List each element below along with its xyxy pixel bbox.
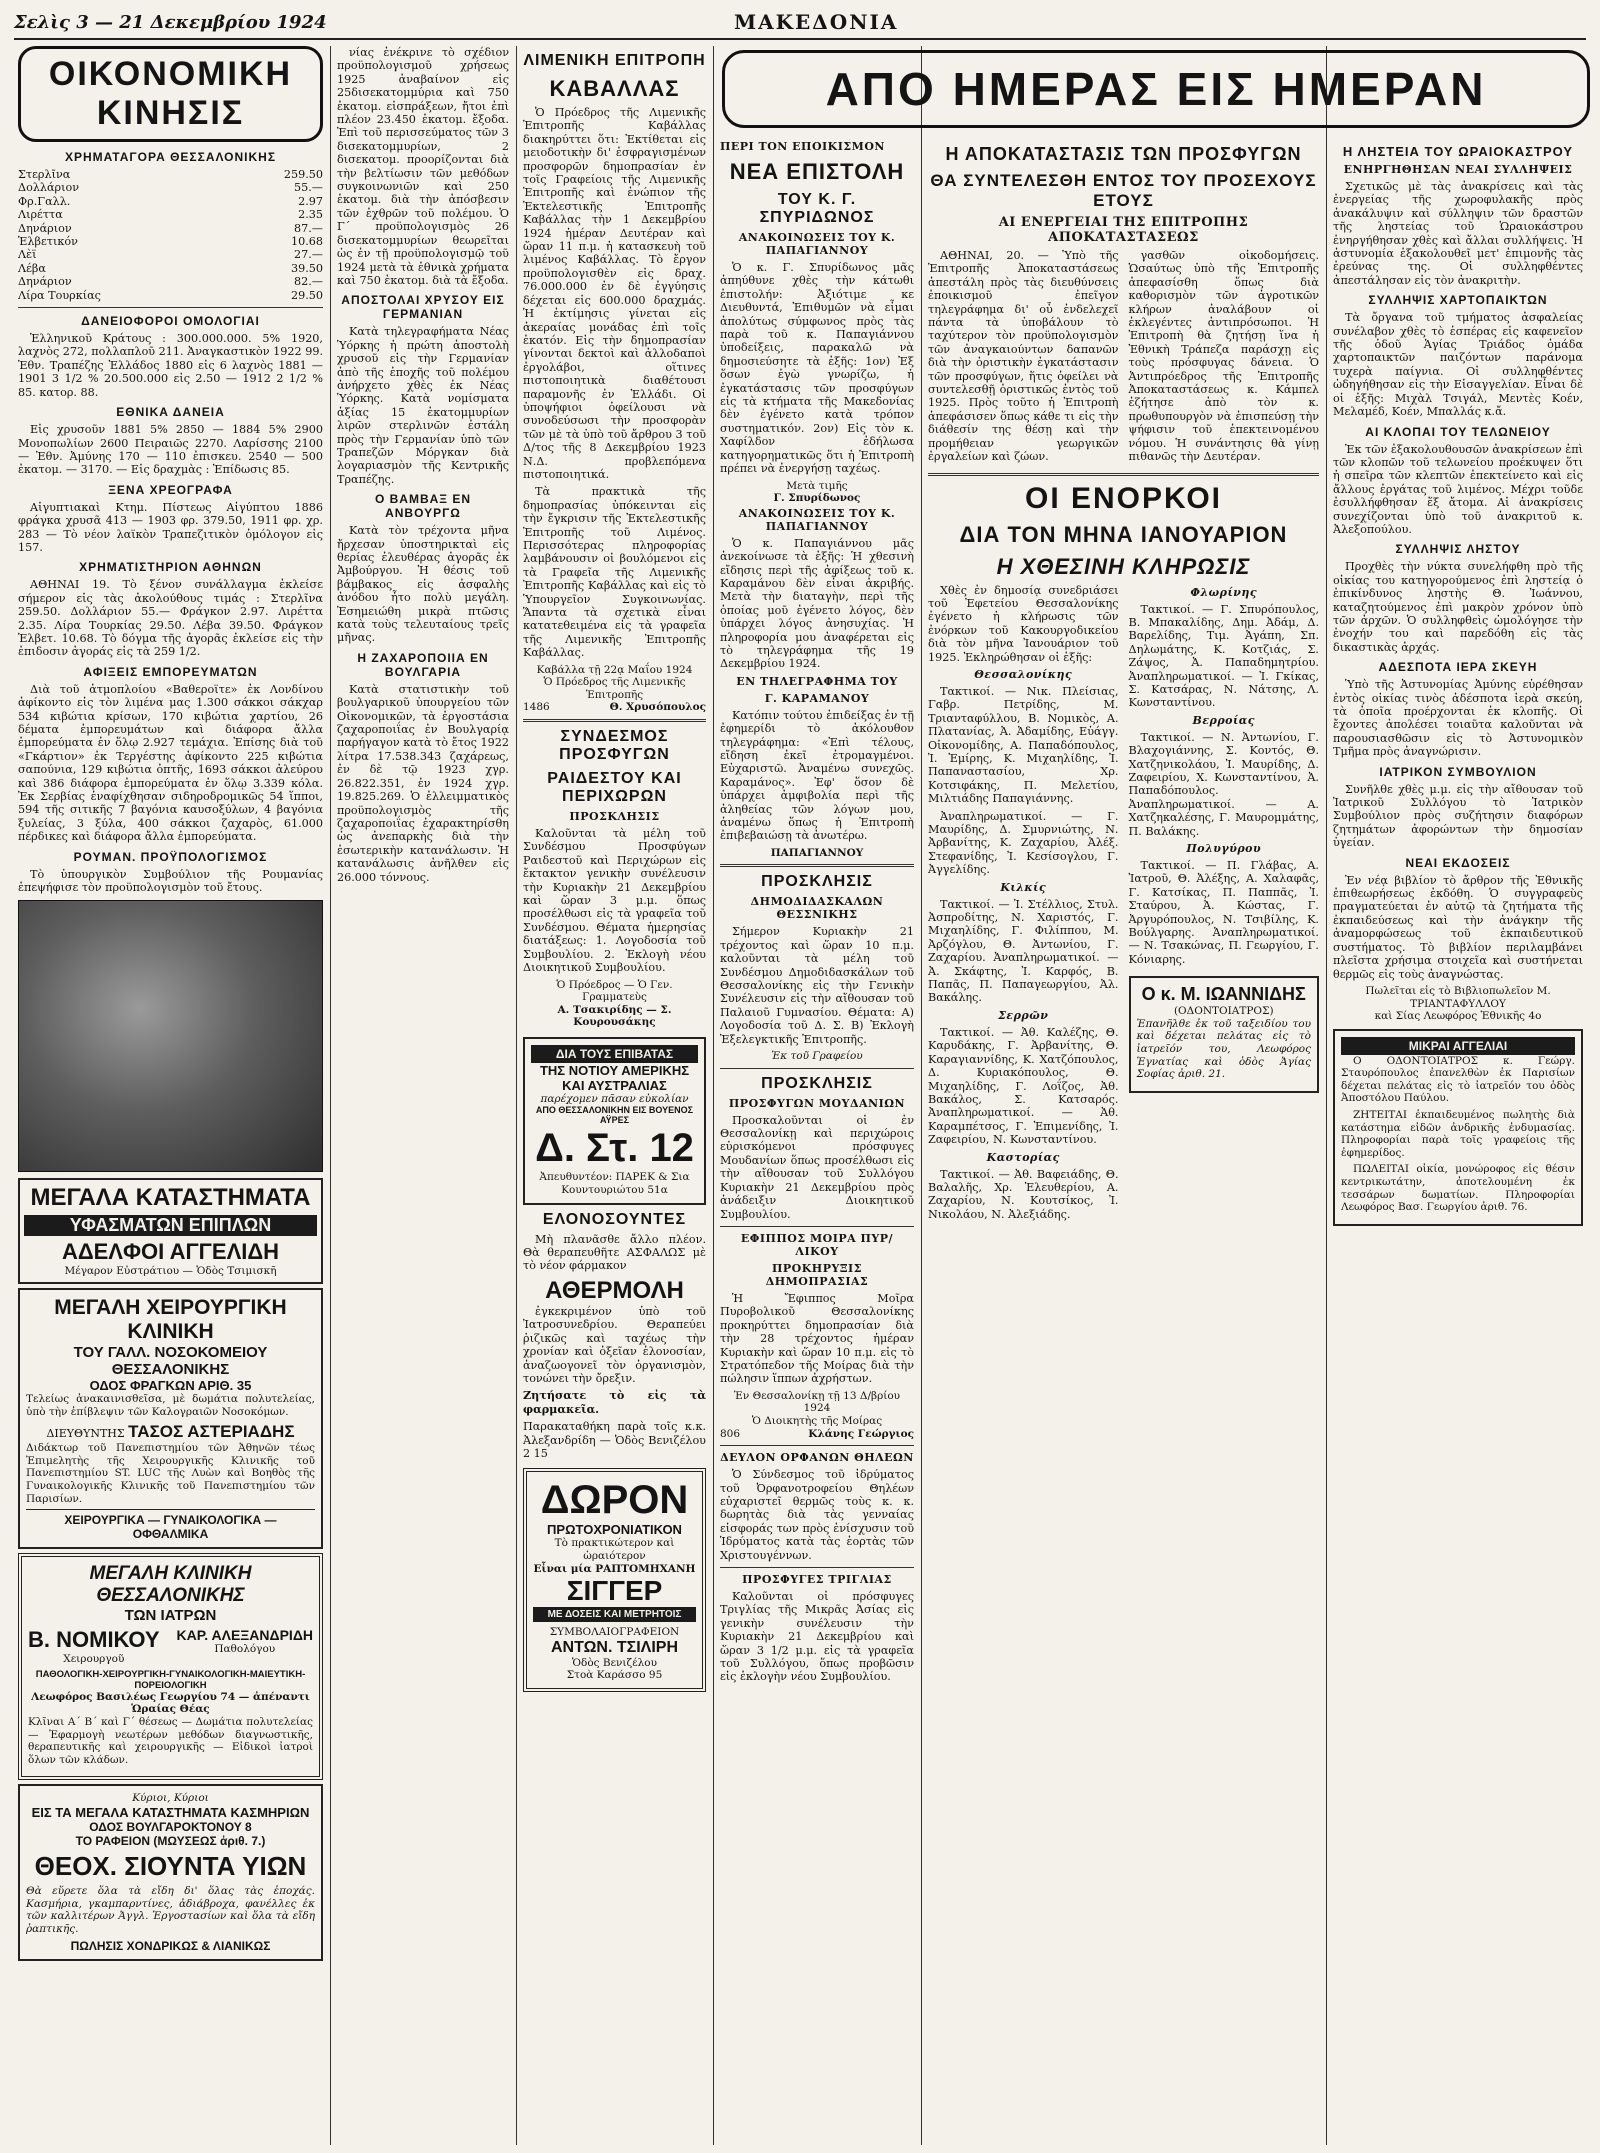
inv1-sub: ΔΗΜΟΔΙΔΑΣΚΑΛΩΝ ΘΕΣΣΝΙΚΗΣ [750, 895, 884, 922]
loans-heading: ΕΘΝΙΚΑ ΔΑΝΕΙΑ [116, 405, 225, 420]
clinic2-doctor1-role: Χειρουργοῦ [63, 1653, 125, 1666]
column-rule [713, 46, 714, 2145]
currency-name: Δηνάριον [18, 221, 72, 235]
inv1-text: Σήμερον Κυριακὴν 21 τρέχοντος καὶ ὥραν 10 π.μ. καλοῦνται τὰ μέλη τοῦ Συνδέσμου Δημοδιδασκάλων τοῦ Θεσσαλονίκης εἰς τὴν Γενικὴν Συνέλευσιν εἰς τὴν αἴθουσαν τοῦ Παλαιοῦ Γυμνασίου. Θέματα: Α) Λογοδοσία τοῦ Δ. Σ. Β) Ἐκλογὴ Ἐξελεγκτικῆς Ἐπιτροπῆς. [720, 925, 914, 1046]
clinic-footer: ΧΕΙΡΟΥΡΓΙΚΑ — ΓΥΝΑΙΚΟΛΟΓΙΚΑ — ΟΦΘΑΛΜΙΚΑ [26, 1509, 315, 1541]
gift-address2: Στοὰ Καράσσο 95 [566, 1669, 663, 1682]
union-heading: ΣΥΝΔΕΣΜΟΣ ΠΡΟΣΦΥΓΩΝ [559, 728, 670, 764]
ad-big-clinic [18, 1553, 323, 1780]
column-rule [1326, 46, 1327, 2145]
foreign-heading: ΞΕΝΑ ΧΡΕΟΓΡΑΦΑ [108, 482, 233, 497]
currency-name: Δηνάριον [18, 275, 72, 289]
currency-rate: 82.— [294, 275, 323, 289]
letter-sub: ΑΝΑΚΟΙΝΩΣΕΙΣ ΤΟΥ Κ. ΠΑΠΑΓΙΑΝΝΟΥ [738, 231, 896, 257]
union-sub: ΠΡΟΣΚΛΗΣΙΣ [569, 810, 660, 824]
bonds-text: Ἑλληνικοῦ Κράτους : 300.000.000. 5% 1920, λαχνὸς 272, πολλαπλοῦ 211. Ἀναγκαστικὸν 1922 99. Ἐθν. Τραπέζης Ἑλλάδος 1880 εἰς 6 λαχνὸς 1881 — 1901 3 1/2 % 20.500.000 εἰς 2.50 — 1912 2 1/2 % 85. κατορ. 88. [18, 332, 323, 399]
currency-rate: 10.68 [290, 235, 323, 249]
clinic2-doctor1: Β. ΝΟΜΙΚΟΥ [28, 1627, 160, 1653]
clinic2-sub: ΤΩΝ ΙΑΤΡΩΝ [124, 1607, 217, 1625]
clinic2-doctor2-role: Παθολόγου [214, 1643, 276, 1656]
malaria-text: Μὴ πλανᾶσθε ἄλλο πλέον. Θὰ θεραπευθῆτε ΑΣΦΑΛΩΣ μὲ τὸ νέον φάρμακον [523, 1232, 706, 1273]
column-6 [1333, 138, 1583, 2145]
small-ads-box [1333, 1029, 1583, 1226]
romania-text: Τὸ ὑπουργικὸν Συμβούλιον τῆς Ρουμανίας ἐπεψήφισε τὸν προϋπολογισμὸν τοῦ ἔτους. [18, 867, 323, 895]
port-signer: Θ. Χρυσόπουλος [609, 701, 706, 714]
lead-sub: ΑΙ ΕΝΕΡΓΕΙΑΙ ΤΗΣ ΕΠΙΤΡΟΠΗΣ ΑΠΟΚΑΤΑΣΤΑΣΕΩΣ [998, 215, 1249, 245]
currency-rate: 87.— [294, 221, 323, 235]
gift-address: Ὁδὸς Βενιζέλου [571, 1656, 658, 1669]
currency-name: Λέβα [18, 261, 46, 275]
section-label: ΠΕΡΙ ΤΟΝ ΕΠΟΙΚΙΣΜΟΝ [720, 140, 885, 153]
column-1 [18, 46, 323, 2145]
clinic2-text: Κλῖναι Α΄ Β΄ καὶ Γ΄ θέσεως — Δωμάτια πολυτελείας — Ἐφαρμογὴ νεωτέρων μεθόδων διαγνωστικῆς, θεραπευτικῆς καὶ χειρουργικῆς — Εἰδικοὶ ἰατροὶ ὅλων τῶν κλάδων. [28, 1716, 313, 1766]
telegram-name: Γ. ΚΑΡΑΜΑΝΟΥ [764, 691, 870, 705]
exchange-rate-row [18, 168, 323, 181]
port-text2: Τὰ πρακτικὰ τῆς δημοπρασίας ὑπόκεινται εἰς τὴν ἔγκρισιν τῆς Ἐκτελεστικῆς Ἐπιτροπῆς τοῦ Λιμένος. Περισσότερας πληροφορίας λαμβάνουσιν οἱ βουλόμενοι εἰς τὰ Γραφεῖα τῆς Λιμενικῆς Ἐπιτροπῆς Καβάλλας καὶ εἰς τὸ Ὑπουργεῖον Συγκοινωνίας. Ἅπαντα τὰ σχετικὰ εἶναι κατατεθειμένα εἰς τὰ γραφεῖα τῆς Λιμενικῆς Ἐπιτροπῆς Καβάλλας. [523, 485, 706, 660]
orphans-heading: ΔΕΥΛΟΝ ΟΡΦΑΝΩΝ ΘΗΛΕΩΝ [720, 1451, 914, 1465]
gift-name: ΑΝΤΩΝ. ΤΣΙΛΙΡΗ [550, 1638, 679, 1656]
exchange-rate-list [18, 168, 323, 302]
kasimir-footer: ΠΩΛΗΣΙΣ ΧΟΝΔΡΙΚΩΣ & ΛΙΑΝΙΚΩΣ [70, 1939, 271, 1954]
ad-store-line2: ΥΦΑΣΜΑΤΩΝ ΕΠΙΠΛΩΝ [24, 1215, 317, 1236]
clinic-line2: ΤΟΥ ΓΑΛΛ. ΝΟΣΟΚΟΜΕΙΟΥ ΘΕΣΣΑΛΟΝΙΚΗΣ [73, 1344, 268, 1379]
column-rule [516, 46, 517, 2145]
jurors-list-3: Τακτικοί. — Ἀθ. Καλέζης, Θ. Καρυδάκης, Γ. Ἀρβανίτης, Θ. Καραγιαννίδης, Κ. Χατζόπουλος, Δ. Κυριακόπουλος, Θ. Μιχαηλίδης, Γ. Λοΐζος, Ἀθ. Βακάλος, Σ. Κατσαρός. Ἀναπληρωματικοί. — Ἀθ. Καραμπέτσος, Γ. Ἐπιμενίδης, Ἰ. Ζαφειρίου, Ν. Κωνσταντίνου. [928, 1025, 1119, 1147]
small-ad-1: Ο ΟΔΟΝΤΟΙΑΤΡΟΣ κ. Γεώργ. Σταυρόπουλος ἐπανελθὼν ἐκ Παρισίων δέχεται πελάτας εἰς τὸ ἰατρεῖόν του ὁδὸς Ἀποστόλου Παύλου. [1341, 1054, 1575, 1105]
currency-name: Ἑλβετικόν [18, 235, 78, 249]
kasimir-address: ΟΔΟΣ ΒΟΥΛΓΑΡΟΚΤΟΝΟΥ 8 [89, 1819, 252, 1834]
cotton-text: Κατὰ τὸν τρέχοντα μῆνα ἤρχεσαν ὑποστηρικταὶ εἰς θερίας ἐλευθέρας ἀγορᾶς ἐκ Ἀμβούργου. Ἡ θέσις τοῦ βάμβακος εἰς ἀσφαλὴς ἀνόδου ἦτο πολὺ μεγάλη. Ἐσημειώθη μικρὰ πτῶσις κατὰ τοὺς τελευταίους τρεῖς μῆνας. [337, 524, 509, 645]
cavalry-sign: Ὁ Διοικητὴς τῆς Μοίρας [751, 1414, 883, 1427]
cavalry-heading: ΕΦΙΠΠΟΣ ΜΟΙΡΑ ΠΥΡ/ΛΙΚΟΥ [740, 1231, 894, 1258]
ad-store-title: ΜΕΓΑΛΑ ΚΑΤΑΣΤΗΜΑΤΑ [30, 1184, 311, 1212]
malaria-text3: Ζητήσατε τὸ εἰς τὰ φαρμακεῖα. [523, 1388, 706, 1416]
sugar-heading: Η ΖΑΧΑΡΟΠΟΙΙΑ ΕΝ ΒΟΥΛΓΑΡΙΑ [357, 650, 489, 679]
ad-angelidis-store [18, 1178, 323, 1284]
ad-ship-travel [523, 1037, 706, 1205]
currency-rate: 2.97 [298, 194, 323, 208]
clinic-text2: Διδάκτωρ τοῦ Πανεπιστημίου τῶν Ἀθηνῶν τέως Ἐπιμελητὴς τῆς Χειρουργικῆς Κλινικῆς τοῦ Πανεπιστημίου ST. LUC τῆς Λυὼν καὶ Βοηθὸς τῆς Γυναικολογικῆς Κλινικῆς τοῦ Πανεπιστημίου τῶν Παρισίων. [26, 1442, 315, 1505]
exchange-rate-row [18, 181, 323, 194]
clinic-director-label: ΔΙΕΥΘΥΝΤΗΣ [46, 1427, 125, 1441]
orphans-text: Ὁ Σύνδεσμος τοῦ ἱδρύματος τοῦ Ὀρφανοτροφείου Θηλέων εὐχαριστεῖ θερμῶς τοὺς κ. κ. δωρητὰς διὰ τὰς γενναίας εἰσφοράς των πρὸς ἐνίσχυσιν τοῦ Ἱδρύματος κατὰ τὰς ἑορτὰς τῶν Χριστουγέννων. [720, 1468, 914, 1562]
publications-heading: ΝΕΑΙ ΕΚΔΟΣΕΙΣ [1405, 855, 1511, 870]
jurors-heading2: ΔΙΑ ΤΟΝ ΜΗΝΑ ΙΑΝΟΥΑΡΙΟΝ [959, 521, 1288, 547]
exchange-rate-row [18, 208, 323, 221]
ship-title: ΔΙΑ ΤΟΥΣ ΕΠΙΒΑΤΑΣ [531, 1045, 698, 1063]
port-sign: Ὁ Πρόεδρος τῆς Λιμενικῆς Ἐπιτροπῆς [543, 676, 686, 701]
exchange-rate-row [18, 262, 323, 275]
port-date: Καβάλλα τῇ 22ᾳ Μαΐου 1924 [536, 663, 693, 676]
robbery-text: Σχετικῶς μὲ τὰς ἀνακρίσεις καὶ τὰς ἐνεργείας τῆς χωροφυλακῆς πρὸς ἀνακάλυψιν καὶ σύλληψιν τῶν δραστῶν τῆς ληστείας τοῦ Ὡραιοκάστρου ἐνηργήθησαν χθὲς καὶ ἄλλαι συλλήψεις. Ἡ ἀστυνομία ἐξακολουθεῖ μετ' ἐπιμονῆς τὰς ἐρεύνας της. Οἱ συλληφθέντες ἀπεστάλησαν εἰς τὸν ἀνακριτὴν. [1333, 180, 1583, 287]
clinic-director: ΤΑΣΟΣ ΑΣΤΕΡΙΑΔΗΣ [128, 1422, 295, 1442]
small-ad-3: ΠΩΛΕΙΤΑΙ οἰκία, μονώροφος εἰς θέσιν κεντρικωτάτην, ἀποτελουμένη ἐκ τεσσάρων δωματίων. Πληροφορίαι Λεωφόρος Βασ. Γεωργίου ἀριθ. 76. [1341, 1163, 1575, 1214]
section-banner-daily [722, 50, 1590, 128]
telegram-text: Κατόπιν τούτου ἐπιδείξας ἐν τῇ ἐφημερίδι τὸ ἀκόλουθον τηλεγράφημα: «Ἐπὶ τέλους, εἴδηση ἐκεῖ ἐτρομαγμένοι. Εὐχαριστῶ. Ἀναμένω συνεχῶς. Καραμάνος». Ἐφ' ὅσον δὲ ὑπάρχει ἀμφιβολία περὶ τῆς ἀληθείας τῶν λόγων μου, ἀναμένω ὅπως ἡ Ἐπιτροπὴ ἐπιβεβαιώσῃ τὰ ἀνωτέρω. [720, 708, 914, 843]
jurors-region-3: Σερρῶν [998, 1008, 1049, 1022]
ship-line: ΑΠΟ ΘΕΣΣΑΛΟΝΙΚΗΝ ΕΙΣ ΒΟΥΕΝΟΣ ΑΫΡΕΣ [535, 1105, 694, 1126]
ad-store-address: Μέγαρον Εὐστράτιου — Ὁδὸς Τσιμισκῆ [64, 1265, 277, 1278]
jurors-list-7: Τακτικοί. — Π. Γλάβας, Α. Ἰατροῦ, Θ. Ἀλέξης, Α. Χαλαφᾶς, Γ. Κατσίκας, Π. Παππᾶς, Ἰ. Σταύρου, Ἀ. Κώστας, Γ. Ἀργυρόπουλος, Ν. Τσιβίλης, Κ. Βούλγαρης. Ἀναπληρωματικοί. — Ν. Τσακώνας, Π. Γεωργίου, Γ. Κόνιαρης. [1128, 859, 1319, 966]
gold-heading: ΑΠΟΣΤΟΛΑΙ ΧΡΥΣΟΥ ΕΙΣ ΓΕΡΜΑΝΙΑΝ [341, 293, 505, 322]
union-heading2: ΡΑΙΔΕΣΤΟΥ ΚΑΙ ΠΕΡΙΧΩΡΩΝ [547, 770, 682, 806]
cavalry-date: Ἐν Θεσσαλονίκῃ τῇ 13 Δ/βρίου 1924 [733, 1389, 901, 1415]
medical-heading: ΙΑΤΡΙΚΟΝ ΣΥΜΒΟΥΛΙΟΝ [1379, 764, 1537, 779]
currency-name: Λὲϊ [18, 248, 37, 262]
port-city: ΚΑΒΑΛΛΑΣ [549, 76, 680, 101]
column-3 [523, 46, 706, 2145]
gamblers-text: Τὰ ὄργανα τοῦ τμήματος ἀσφαλείας συνέλαβον χθὲς τὸ ἑσπέρας εἰς καφενεῖον τῆς ὁδοῦ Ἁγίας Τριάδος ὁμάδα χαρτοπαικτῶν παιζόντων παράνομα τυχερὰ παίγνια. Οἱ συλληφθέντες ὡδηγήθησαν εἰς τὴν Εἰσαγγελίαν. Εἶναι δὲ οἱ ἑξῆς: Μιχὰλ Τσιγάλ, Μεντὲς Κοέν, Μελαμέδ, Κοέν, Μπαλλάς κ.ἄ. [1333, 311, 1583, 419]
kasimir-name: ΘΕΟΧ. ΣΙΟΥΝΤΑ ΥΙΩΝ [34, 1850, 307, 1881]
customs-heading: ΑΙ ΚΛΟΠΑΙ ΤΟΥ ΤΕΛΩΝΕΙΟΥ [1365, 424, 1551, 439]
page-header [14, 8, 1586, 40]
photo-image [18, 900, 323, 1172]
reply-text: Ὁ κ. Παπαγιάννου μᾶς ἀνεκοίνωσε τὰ ἑξῆς: Ἡ χθεσινὴ εἴδησις περὶ τῆς ἀφίξεως τοῦ κ. Καραμάνου δὲν εἶναι ἀκριβής. Μετὰ τὴν διαταγὴν, περὶ τῆς ὁποίας μοῦ ἐγένετο λόγος, δὲν ὑπάρχει λόγος ἀνησυχίας. Ἡ πληροφορία μου ἀναφέρεται εἰς τὸ τηλεγράφημα τῆς 19 Δεκεμβρίου 1924. [720, 536, 914, 671]
column-4 [720, 138, 914, 2145]
gift-title: ΔΩΡΟΝ [540, 1478, 689, 1523]
bonds-heading: ΔΑΝΕΙΟΦΟΡΟΙ ΟΜΟΛΟΓΙΑΙ [81, 314, 260, 329]
gift-terms: ΜΕ ΔΟΣΕΙΣ ΚΑΙ ΜΕΤΡΗΤΟΙΣ [533, 1607, 696, 1622]
publications-sign: Πωλεῖται εἰς τὸ Βιβλιοπωλεῖον Μ. ΤΡΙΑΝΤΑΦΥΛΛΟΥ [1365, 984, 1551, 1010]
budget-text: νίας ἐνέκρινε τὸ σχέδιον προϋπολογισμοῦ χρήσεως 1925 ἀναβαίνον εἰς 25δισεκατομμύρια καὶ 750 ἑκατομ. εἰσπράξεων, ἤτοι ἐπὶ πλέον 23.450 ἑκατομ. ἔξοδα. Ἐπὶ τοῦ περισσεύματος τῶν 3 δισεκατομμυρίων, 2 δισεκατομ. προορίζονται διὰ τὴν βελτίωσιν τῶν μεθόδων συγκοινωνιῶν καὶ 250 ἑκατομ. διὰ τὴν ἀπόσβεσιν τῶν ἐχθρῶν τοῦ πολέμου. Ὁ Γ΄ προϋπολογισμὸς 26 δισεκατομμυρίων θεωρεῖται ὡς ἐν τῇ προϋπολογισμῷ τοῦ 1924 μετὰ τὰ ἐθνικὰ χρήματα καὶ 750 ἑκατομ. διὰ τὰ ἔξοδα. [337, 46, 509, 287]
currency-rate: 55.— [294, 181, 323, 195]
jurors-region-2: Κιλκίς [1000, 880, 1047, 894]
currency-name: Λιρέττα [18, 208, 63, 222]
jurors-heading: ΟΙ ΕΝΟΡΚΟΙ [1025, 481, 1222, 515]
foreign-text: Αἰγυπτιακαὶ Κτημ. Πίστεως Αἰγύπτου 1886 φράγκα χρυσᾶ 413 — 1903 φρ. 379.50, 1911 φρ. χρ. 283 — Τὸ νέον λαϊκὸν Τραπεζιτικὸν ὁμόλογον εἰς 157. [18, 500, 323, 554]
small-ads-heading: ΜΙΚΡΑΙ ΑΓΓΕΛΙΑΙ [1341, 1037, 1575, 1055]
small-ad-2: ΖΗΤΕΙΤΑΙ ἐκπαιδευμένος πωλητὴς διὰ κατάστημα εἰδῶν ἀνδρικῆς ἐνδυμασίας. Πληροφορίαι παρὰ τοῖς γραφείοις τῆς ἐφημερίδος. [1341, 1109, 1575, 1159]
imports-text: Διὰ τοῦ ἀτμοπλοίου «Βαθεροϊτε» ἐκ Λονδίνου ἀφίκοντο εἰς τὸν λιμένα μας 1.300 σάκκοι σάκχαρ 534 κιβώτια κρίσων, 170 κιβώτια χαρτίου, 26 δέματα ἐμπορευμάτων καὶ διάφορα ἄλλα ἐμπορεύματα ἐν ὅλῳ 2.927 τεμάχια. Ἐπίσης διὰ τοῦ «Γκάρτιον» ἐκ Τεργέστης ἀφίκοντο 225 κιβώτια σαπούνια, 129 κιβώτια ὀπτῆς, 1693 σάκκοι ἀλεύρου καὶ 386 διάφορα ἐμπορεύματα ἐν ὅλῳ 3.339 κόλα. Ἐκ Σερβίας ἐναφίχθησαν σιδηροδρομικῶς 54 ἵπποι, 594 τῆς σιτικῆς 7 βαγόνια καυσοξύλων, 4 βαγόνια ξυλείας, 3 ξύλα, 400 σάκκοι ζαχαρὸς, 61.000 πέρδικες καὶ διάφορα ἄλλα ἐμπορεύματα. [18, 682, 323, 844]
clinic2-address: Λεωφόρος Βασιλέως Γεωργίου 74 — ἀπέναντι Ὡραίας Θέας [31, 1690, 310, 1716]
jurors-heading3: Η ΧΘΕΣΙΝΗ ΚΛΗΡΩΣΙΣ [996, 553, 1251, 579]
currency-rate: 2.35 [298, 208, 323, 222]
lead-text: ΑΘΗΝΑΙ, 20. — Ὑπὸ τῆς Ἐπιτροπῆς Ἀποκαταστάσεως ἀπεστάλη πρὸς τὰς διευθύνσεις ἐποικισμοῦ ἐπεῖγον τηλεγράφημα δι' οὗ ἐνδελεχεῖ πάντα τὰ ὑποβάλουν τὸ ταχύτερον τὸν προϋπολογισμὸν τῶν ἀναγκαιούντων δαπανῶν διὰ τὴν ὁριστικὴν ἐγκατάστασιν τῶν προσφύγων, ἥτις ὀφείλει νὰ συντελεσθῇ ὁριστικῶς ἐντὸς τοῦ 1925. Πρὸς τοῦτο ἡ Ἐπιτροπὴ ἀπεφάσισεν ὅπως κάθε τι εἰς τὴν διάθεσίν της θέσῃ καὶ τὴν προμήθειαν γεωργικῶν ἐργαλείων καὶ ζώων. [928, 249, 1119, 464]
telegram-heading: ΕΝ ΤΗΛΕΓΡΑΦΗΜΑ ΤΟΥ [736, 674, 898, 688]
kasimir-text: Θὰ εὕρετε ὅλα τὰ εἴδη δι' ὅλας τὰς ἐποχάς. Κασμήρια, γκαμπαρντίνες, ἀδιάβροχα, φανέλλες ἐκ τῶν καλλιτέρων Ἀγγλ. Ἐργοστασίων καὶ ὅλα τὰ εἴδη ῥαπτικῆς. [26, 1884, 315, 1935]
union-names: Α. Τσακιρίδης — Σ. Κουρουσάκης [557, 1003, 672, 1029]
triglia-heading: ΠΡΟΣΦΥΓΕΣ ΤΡΙΓΛΙΑΣ [742, 1572, 892, 1586]
ad-singer [523, 1468, 706, 1692]
malaria-drug: ΑΘΕΡΜΟΛΗ [545, 1276, 684, 1304]
column-rule [330, 46, 331, 2145]
cavalry-signer: Κλάνης Γεώργιος [808, 1427, 914, 1440]
ship-address2: Κουντουριώτου 51α [561, 1184, 668, 1197]
currency-rate: 259.50 [283, 168, 323, 181]
masthead: ΜΑΚΕΔΟΝΙΑ [734, 10, 899, 34]
gift-office: ΣΥΜΒΟΛΑΙΟΓΡΑΦΕΙΟΝ [549, 1626, 680, 1639]
imports-heading: ΑΦΙΞΕΙΣ ΕΜΠΟΡΕΥΜΑΤΩΝ [83, 664, 258, 679]
jurors-list-4: Τακτικοί. — Ἀθ. Βαφειάδης, Θ. Βαλαλῆς, Χρ. Ἐλευθερίου, Α. Ζαχαρίου, Ν. Κουτσίκος, Ἰ. Νικολάου, Ν. Ἀλεξιάδης. [928, 1167, 1119, 1221]
cavalry-text: Ἡ Ἔφιππος Μοῖρα Πυροβολικοῦ Θεσσαλονίκης προκηρύττει δημοπρασίαν διὰ τὴν 28 τρέχοντος ἡμέραν Κυριακὴν καὶ ὥραν 10 π.μ. εἰς τὸ Στρατόπεδον τῆς Μοίρας διὰ τὴν πώλησιν ἵππων ἀχρήστων. [720, 1291, 914, 1386]
malaria-text4: Παρακαταθήκη παρὰ τοῖς κ.κ. Ἀλεξανδρίδη — Ὁδὸς Βενιζέλου 2 15 [523, 1420, 706, 1460]
exchange-rate-row [18, 289, 323, 302]
bourse-heading: ΧΡΗΜΑΤΑΓΟΡΑ ΘΕΣΣΑΛΟΝΙΚΗΣ [64, 150, 277, 164]
gift-text: Τὸ πρακτικώτερον καὶ ὡραιότερον [554, 1537, 675, 1562]
cavalry-sub: ΠΡΟΚΗΡΥΞΙΣ ΔΗΜΟΠΡΑΣΙΑΣ [765, 1261, 869, 1288]
vessels-heading: ΑΔΕΣΠΟΤΑ ΙΕΡΑ ΣΚΕΥΗ [1378, 660, 1538, 675]
currency-rate: 29.50 [290, 288, 323, 302]
malaria-text2: ἐγκεκριμένον ὑπὸ τοῦ Ἰατροσυνεδρίου. Θεραπεύει ῥιζικῶς καὶ ταχέως τὴν χρονίαν καὶ ὀξεῖαν ἑλονοσίαν, ἀναζωογονεῖ τὸν ὀργανισμὸν, τονώνει τὴν ὄρεξιν. [523, 1304, 706, 1385]
page-number-date: Σελὶς 3 — 21 Δεκεμβρίου 1924 [14, 12, 327, 33]
publications-text: Ἐν νέᾳ βιβλίον τὸ ἄρθρον τῆς Ἐθνικῆς ἐπιθεωρήσεως ἐκδόθη. Ὁ συγγραφεὺς πραγματεύεται ἐν αὐτῷ τὰ ζητήματα τῆς ἐκπαιδεύσεως καὶ τὴν ἀνάγκην τῆς ἀναμορφώσεως τοῦ ἐκπαιδευτικοῦ συστήματος. Τὸ βιβλίον περιλαμβάνει πλεῖστα χρήσιμα στοιχεῖα καὶ συστήνεται θερμῶς εἰς τοὺς ἀναγνώστας. [1333, 873, 1583, 981]
lead-heading: Η ΑΠΟΚΑΤΑΣΤΑΣΙΣ ΤΩΝ ΠΡΟΣΦΥΓΩΝ [945, 144, 1302, 164]
lead-text2: γασθῶν οἰκοδομήσεις. Ὡσαύτως ὑπὸ τῆς Ἐπιτροπῆς ἀπεφασίσθη ὅπως διὰ καθορισμὸν τῶν ἀγροτικῶν κλήρων ἀναλάβουν οἱ ἐκλεγέντες ἀντιπρόσωποι. Ἡ Ἐπιτροπὴ θὰ ζητήσῃ ἵνα ἡ Ἐθνικὴ Τράπεζα παράσχῃ εἰς τοὺς πρόσφυγας δάνεια. Ὁ Ἀντιπρόεδρος τῆς Ἐπιτροπῆς Ἀποκαταστάσεως κ. Κάμπελ ἐζήτησε ἀπὸ τὸν κ. πρωθυπουργὸν νὰ ἐπισπεύσῃ τὴν ψήφισιν τοῦ ἐπεκτεινομένου νόμου. Ἡ συνάντησις θὰ γίνῃ πιθανῶς τὴν Δευτέραν. [1128, 249, 1319, 464]
ship-text: παρέχομεν πᾶσαν εὐκολίαν [540, 1092, 689, 1105]
jurors-region-6: Βερροίας [1192, 713, 1255, 727]
cotton-heading: Ο ΒΑΜΒΑΞ ΕΝ ΑΝΒΟΥΡΓΩ [374, 492, 472, 521]
notice-text: Ἐπανῆλθε ἐκ τοῦ ταξειδίου του καὶ δέχεται πελάτας εἰς τὸ ἰατρεῖόν του, Λεωφόρος Ἐγνατίας καὶ ὁδὸς Ἀγίας Σοφίας ἀριθ. 21. [1136, 1017, 1311, 1081]
section-banner-economy [18, 46, 323, 142]
jurors-list-5: Τακτικοί. — Γ. Σπυρόπουλος, Β. Μπακαλίδης, Δημ. Ἀδάμ, Δ. Βαρελίδης, Τιμ. Ἀγάπη, Σπ. Δηλωμάτης, Κ. Κοτζιάς, Σ. Ζάψος, Ἀ. Παπαδημητρίου. Ἀναπληρωματικοί. — Ἰ. Γκίκας, Σ. Κατσάρας, Ν. Νάτσης, Λ. Κωνσταντίνου. [1128, 602, 1319, 710]
sugar-text: Κατὰ στατιστικὴν τοῦ βουλγαρικοῦ ὑπουργείου τῶν Οἰκονομικῶν, τὰ ἐργοστάσια ζαχαροποιΐας ἐν Βουλγαρίᾳ παρήγαγον κατὰ τὸ ἔτος 1922 λίτρα 17.538.343 ζαχάρεως, ἐν δὲ τῷ 1923 χγρ. 26.822.351, ἐν 1924 χγρ. 19.825.269. Ὁ ἑλλειμματικὸς προϋπολογισμὸς τῆς ζαχαροποιΐας ἐχαρακτηρίσθη ὡς ἀνεπαρκὴς διὰ τὴν ἐσωτερικὴν κατανάλωσιν. Ἡ κατανάλωσις ἀνῆλθεν εἰς 26.000 τόννους. [337, 682, 509, 884]
athens-text: ΑΘΗΝΑΙ 19. Τὸ ξένον συνάλλαγμα ἐκλείσε σήμερον εἰς τὰς ἀκολούθους τιμάς : Στερλῖνα 259.50. Δολλάριον 55.— Φράγκον 2.97. Λιρέττα 2.35. Λίρα Τουρκίας 29.50. Λέβα 39.50. Φράγκον Ἑλβετ. 10.68. Τὸ δόγμα τῆς ἀγορᾶς ἐκλείσε εἰς τὴν ἐπιδοσιν ἀγοράς εἰς τὰ 259 1/2. [18, 578, 323, 659]
triglia-text: Καλοῦνται οἱ πρόσφυγες Τριγλίας τῆς Μικρᾶς Ἀσίας εἰς γενικὴν συνέλευσιν τὴν Κυριακὴν 21 Δεκεμβρίου καὶ ὥραν 3 1/2 μ.μ. εἰς τὰ γραφεῖα τοῦ Συλλόγου, ὅπως προβῶσιν εἰς ἐκλογὴν νέου Συμβουλίου. [720, 1589, 914, 1684]
jurors-region-1: Θεσσαλονίκης [974, 667, 1073, 681]
port-num: 1486 [523, 701, 550, 714]
malaria-heading: ΕΛΟΝΟΣΟΥΝΤΕΣ [542, 1210, 687, 1228]
clinic2-doctor2: ΚΑΡ. ΑΛΕΞΑΝΔΡΙΔΗ [176, 1627, 313, 1644]
gift-text2: Εἶναι μία ΡΑΠΤΟΜΗΧΑΝΗ [533, 1562, 696, 1575]
clinic-line3: ΟΔΟΣ ΦΡΑΓΚΩΝ ΑΡΙΘ. 35 [89, 1378, 252, 1394]
currency-name: Στερλῖνα [18, 168, 71, 181]
letter-heading2: ΤΟΥ Κ. Γ. ΣΠΥΡΙΔΩΝΟΣ [759, 191, 875, 226]
jurors-list-1: Τακτικοί. — Νικ. Πλείσιας, Γαβρ. Πετρίδης, Μ. Τριανταφύλλου, Β. Νομικὸς, Α. Πλατανίας, Ἀ. Ἀδαμίδης, Εὐάγγ. Οἰκονομίδης, Α. Παπαδόπουλος, Ἰ. Ἐμίρης, Κ. Μιχαηλίδης, Ἰ. Παπαναστασίου, Χρ. Κοτσιφάκης, Π. Μελετίου, Μιλτιάδης Παπαγιάννης. [928, 684, 1119, 806]
thief-heading: ΣΥΛΛΗΨΙΣ ΛΗΣΤΟΥ [1395, 542, 1521, 557]
lead-heading2: ΘΑ ΣΥΝΤΕΛΕΣΘΗ ΕΝΤΟΣ ΤΟΥ ΠΡΟΣΕΧΟΥΣ ΕΤΟΥΣ [930, 171, 1317, 210]
clinic2-title: ΜΕΓΑΛΗ ΚΛΙΝΙΚΗ ΘΕΣΣΑΛΟΝΙΚΗΣ [89, 1563, 252, 1607]
kasimir-intro: Κύριοι, Κύριοι [132, 1792, 209, 1805]
reply-heading: ΑΝΑΚΟΙΝΩΣΕΙΣ ΤΟΥ Κ. ΠΑΠΑΓΙΑΝΝΟΥ [738, 506, 896, 533]
athens-heading: ΧΡΗΜΑΤΙΣΤΗΡΙΟΝ ΑΘΗΝΩΝ [79, 560, 262, 575]
thief-text: Προχθὲς τὴν νύκτα συνελήφθη πρὸ τῆς οἰκίας του κατηγορούμενος ἐπὶ ληστείᾳ ὁ ἐπικίνδυνος ληστὴς Θ. Ἰωάννου, καταζητούμενος ἐπὶ μακρὸν χρόνον ὑπὸ τῶν ἀρχῶν. Ὁ συλληφθεὶς ὡμολόγησε τὴν ἐνοχήν του καὶ παρεδόθη εἰς τὰς δικαστικὰς ἀρχάς. [1333, 560, 1583, 654]
ad-kasimir-store [18, 1784, 323, 1961]
loans-text: Εἰς χρυσοῦν 1881 5% 2850 — 1884 5% 2900 Μονοπωλίων 2600 Πειραιῶς 2270. Λαρίσσης 2100 — Ἐθν. Ἀμύνης 170 — 110 ἐπισκευ. 2540 — 500 ἐκατομ. — 3170. — Εἰς δραχμὰς : Ἐπίδωσις 85. [18, 423, 323, 477]
jurors-region-5: Φλωρίνης [1190, 585, 1258, 599]
column-rule [921, 46, 922, 2145]
exchange-rate-row [18, 222, 323, 235]
customs-text: Ἐκ τῶν ἐξακολουθουσῶν ἀνακρίσεων ἐπὶ τῶν κλοπῶν τοῦ τελωνείου προέκυψεν ὅτι ἡ σπεῖρα τῶν κλεπτῶν ἐπεκτείνετο καὶ εἰς ἄλλους ἐργάτας τοῦ λιμένος. Μέχρι τοῦδε ἐσυλλήφθησαν ἕξ ἄτομα. Αἱ ἀνακρίσεις συνεχίζονται ὑπὸ τοῦ ἀνακριτοῦ κ. Ἀλεξοπούλου. [1333, 442, 1583, 536]
exchange-rate-row [18, 248, 323, 261]
letter-sign: Μετὰ τιμῆς [786, 479, 848, 492]
ad-dentist-notice [1129, 976, 1320, 1093]
currency-rate: 27.— [294, 248, 323, 262]
ad-surgical-clinic [18, 1288, 323, 1549]
exchange-rate-row [18, 235, 323, 248]
clinic-title: ΜΕΓΑΛΗ ΧΕΙΡΟΥΡΓΙΚΗ ΚΛΙΝΙΚΗ [54, 1296, 287, 1344]
letter-heading: ΝΕΑ ΕΠΙΣΤΟΛΗ [729, 159, 905, 184]
robbery-heading: Η ΛΗΣΤΕΙΑ ΤΟΥ ΩΡΑΙΟΚΑΣΤΡΟΥ [1342, 144, 1574, 159]
port-text: Ὁ Πρόεδρος τῆς Λιμενικῆς Ἐπιτροπῆς Καβάλλας διακηρύττει ὅτι: Ἐκτίθεται εἰς μειοδοτικὴν δι' ἐσφραγισμένων προσφορῶν δημοπρασίαν ἐν τοῖς Γραφείοις τῆς Λιμενικῆς Ἐπιτροπῆς καὶ ἐνώπιον τῆς Ἐκτελεστικῆς Ἐπιτροπῆς Καβάλλας τὴν 1 Δεκεμβρίου 1924 ἡμέραν Δευτέραν καὶ ὥραν 11 π.μ. ἡ κατασκευὴ τοῦ λιμένος Καβάλλας. Τὸ ἔργον προϋπολογισθὲν εἰς δραχ. 76.000.000 ἐν δὲ ἐγγύησις δέχεται εἰς 600.000 δραχμάς. Ἡ ἐκτίμησις γίνεται εἰς ἀκεραίας μονάδας ἐπὶ τοῖς ἑκατόν. Εἰς τὴν δημοπρασίαν γίνονται δεκτοὶ καὶ ἀλλοδαποὶ ἐργολάβοι, οἵτινες πιστοποιητικὰ διαθέτουσι παραμονῆς ἐν Ἑλλάδι. Οἱ ὑποψήφιοι ὀφείλουσι νὰ συνοδεύσωσι τὴν προσφορὰν τῶν μὲ τὰ ὑπὸ τοῦ ἄρθρου 3 τοῦ Δ/τος τῆς 8 Δεκεμβρίου 1923 Ν.Δ. προβλεπόμενα πιστοποιητικά. [523, 106, 706, 481]
currency-name: Δολλάριον [18, 181, 80, 195]
ship-address: Ἀπευθυντέον: ΠΑΡΕΚ & Σια [539, 1171, 690, 1184]
kasimir-address2: ΤΟ ΡΑΦΕΙΟΝ (ΜΩΥΣΕΩΣ ἀριθ. 7.) [75, 1833, 266, 1848]
vessels-text: Ὑπὸ τῆς Ἀστυνομίας Ἀμύνης εὑρέθησαν ἐντὸς οἰκίας τινὸς ἀδέσποτα ἱερὰ σκεύη, τὰ ὁποῖα προέρχονται ἐκ κλοπῆς. Οἱ ἔχοντες ἀπολέσει τοιαῦτα καλοῦνται νὰ παρουσιασθῶσιν εἰς τὸ Ἀστυνομικὸν Τμῆμα πρὸς ἀναγνώρισιν. [1333, 678, 1583, 759]
daily-banner-title: ΑΠΟ ΗΜΕΡΑΣ ΕΙΣ ΗΜΕΡΑΝ [825, 63, 1487, 115]
romania-heading: ΡΟΥΜΑΝ. ΠΡΟΫΠΟΛΟΓΙΣΜΟΣ [73, 849, 268, 864]
jurors-text: Χθὲς ἐν δημοσίᾳ συνεδριάσει τοῦ Ἐφετείου Θεσσαλονίκης ἐγένετο ἡ κλήρωσις τῶν ἐνόρκων τοῦ Κακουργοδικείου διὰ τὸν μῆνα Ἰανουάριον τοῦ 1925. Ἐκληρώθησαν οἱ ἑξῆς: [928, 583, 1119, 664]
telegram-signer: ΠΑΠΑΓΙΑΝΝΟΥ [770, 846, 864, 859]
gold-text: Κατὰ τηλεγραφήματα Νέας Ὑόρκης ἡ πρώτη ἀποστολὴ χρυσοῦ εἰς τὴν Γερμανίαν ἀπὸ τῆς ἐποχῆς τοῦ πολέμου ἀνήρχετο χθὲς ἐκ Νέας Ὑόρκης. Κατὰ νομίσματα ἀξίας 15 ἑκατομμυρίων λιρῶν στερλινῶν ἐστάλη πρὸς τὴν Γερμανίαν ὑπὸ τῶν Τραπεζῶν Μόργκαν διὰ λογαριασμὸν τῆς Κεντρικῆς Τραπέζης. [337, 325, 509, 486]
column-2 [337, 46, 509, 2145]
exchange-rate-row [18, 275, 323, 288]
ship-title3: ΚΑΙ ΑΥΣΤΡΑΛΙΑΣ [562, 1077, 667, 1093]
ship-price: Δ. Στ. 12 [535, 1126, 694, 1171]
union-text: Καλοῦνται τὰ μέλη τοῦ Συνδέσμου Προσφύγων Ραιδεστοῦ καὶ Περιχώρων εἰς ἔκτακτον γενικὴν συνέλευσιν τὴν Κυριακὴν 21 Δεκεμβρίου καὶ ὥραν 3 μ.μ. ὅπως προσέλθωσι εἰς τὰ γραφεῖα τοῦ Συνδέσμου. Θέματα ἡμερησίας διατάξεως: 1. Λογοδοσία τοῦ Συμβουλίου. 2. Ἐκλογὴ νέου Διοικητικοῦ Συμβουλίου. [523, 827, 706, 975]
jurors-list-1b: Ἀναπληρωματικοί. — Γ. Μαυρίδης, Δ. Σμυρνιώτης, Ν. Ἀρβανίτης, Κ. Ζαχαρίου, Ἀλέξ. Στεφανίδης, Ἰ. Κεσίσογλου, Γ. Ἀγγελίδης. [928, 809, 1119, 877]
banner-title: ΟΙΚΟΝΟΜΙΚΗ ΚΙΝΗΣΙΣ [48, 55, 293, 132]
inv1-sign: Ἐκ τοῦ Γραφείου [771, 1050, 863, 1063]
inv2-text: Προσκαλοῦνται οἱ ἐν Θεσσαλονίκῃ καὶ περιχώροις εὑρισκόμενοι πρόσφυγες Μουδανίων ὅπως προσέλθωσι εἰς τὴν αἴθουσαν τοῦ Συλλόγου Κυριακὴν 21 Δεκεμβρίου πρὸς ἀνάδειξιν Διοικητικοῦ Συμβουλίου. [720, 1113, 914, 1221]
notice-name: Ο κ. Μ. ΙΩΑΝΝΙΔΗΣ [1141, 984, 1306, 1005]
gift-brand: ΣΙΓΓΕΡ [566, 1575, 663, 1607]
jurors-region-4: Καστορίας [986, 1150, 1060, 1164]
notice-role: (ΟΔΟΝΤΟΙΑΤΡΟΣ) [1173, 1005, 1274, 1018]
ad-store-line3: ΑΔΕΛΦΟΙ ΑΓΓΕΛΙΔΗ [61, 1239, 280, 1265]
union-sign: Ὁ Πρόεδρος — Ὁ Γεν. Γραμματεὺς [556, 978, 673, 1004]
column-5 [928, 138, 1319, 2145]
port-heading: ΛΙΜΕΝΙΚΗ ΕΠΙΤΡΟΠΗ [523, 52, 706, 69]
currency-name: Φρ.Γαλλ. [18, 194, 71, 208]
publications-address: καὶ Σίας Λεωφόρος Ἐθνικῆς 4ο [1374, 1010, 1542, 1023]
currency-rate: 39.50 [290, 261, 323, 275]
clinic-text: Τελείως ἀνακαινισθεῖσα, μὲ δωμάτια πολυτελείας, ὑπὸ τὴν ἐπίβλεψιν τῶν Καλογραιῶν Νοσοκόμων. [26, 1393, 315, 1418]
letter-text: Ὁ κ. Γ. Σπυρίδωνος μᾶς ἀπηύθυνε χθὲς τὴν κάτωθι ἐπιστολήν: Ἀξιότιμε κε Διευθυντά, Ἐπιθυμῶν νὰ εἶμαι ἀπολύτως σύμφωνος πρὸς τὰς παρὰ τοῦ κ. Παπαγιάννου ὑποδείξεις, παρακαλῶ νὰ δημοσιεύσητε τὰ ἑξῆς: 1ον) Ἐξ ὅσων ἐγὼ γνωρίζω, ἡ ἐγκατάστασις τῶν προσφύγων εἰς τὰ κτήματα τῆς Μακεδονίας δὲν ἐγένετο κατὰ τρόπον συστηματικόν. 2ον) Εἰς τὸν κ. Χαφίλδον ἐδήλωσα κατηγορηματικῶς ὅτι ἡ Ἐπιτροπὴ πρέπει νὰ ἐνεργήσῃ ταχέως. [720, 261, 914, 476]
robbery-sub: ΕΝΗΡΓΗΘΗΣΑΝ ΝΕΑΙ ΣΥΛΛΗΨΕΙΣ [1343, 163, 1573, 176]
letter-signer: Γ. Σπυρίδωνος [773, 492, 861, 505]
ship-title2: ΤΗΣ ΝΟΤΙΟΥ ΑΜΕΡΙΚΗΣ [539, 1062, 690, 1078]
gamblers-heading: ΣΥΛΛΗΨΙΣ ΧΑΡΤΟΠΑΙΚΤΩΝ [1368, 293, 1548, 308]
cavalry-num: 806 [720, 1427, 741, 1440]
inv2-sub: ΠΡΟΣΦΥΓΩΝ ΜΟΥΔΑΝΙΩΝ [728, 1096, 906, 1110]
kasimir-title: ΕΙΣ ΤΑ ΜΕΓΑΛΑ ΚΑΤΑΣΤΗΜΑΤΑ ΚΑΣΜΗΡΙΩΝ [31, 1804, 310, 1820]
medical-text: Συνῆλθε χθὲς μ.μ. εἰς τὴν αἴθουσαν τοῦ Ἰατρικοῦ Συλλόγου τὸ Ἰατρικὸν Συμβούλιον πρὸς συζήτησιν διαφόρων ζητημάτων ἀφορώντων τὴν δημοσίαν ὑγείαν. [1333, 782, 1583, 850]
clinic2-specialty: ΠΑΘΟΛΟΓΙΚΗ-ΧΕΙΡΟΥΡΓΙΚΗ-ΓΥΝΑΙΚΟΛΟΓΙΚΗ-ΜΑΙΕΥΤΙΚΗ-ΠΟΡΕΙΟΛΟΓΙΚΗ [35, 1668, 306, 1691]
currency-name: Λίρα Τουρκίας [18, 288, 101, 302]
jurors-list-6: Τακτικοί. — Ν. Ἀντωνίου, Γ. Βλαχογιάννης, Σ. Κοντός, Θ. Χατζηνικολάου, Ἰ. Μαυρίδης, Δ. Ζαφειρίου, Χ. Κωνσταντίνου, Ἀ. Παπαδόπουλος. Ἀναπληρωματικοί. — Α. Χατζηκαλέσης, Γ. Μαυρομμάτης, Π. Βαλάκης. [1128, 730, 1319, 838]
jurors-region-7: Πολυγύρου [1186, 842, 1262, 855]
inv2-heading: ΠΡΟΣΚΛΗΣΙΣ [761, 1074, 873, 1092]
inv1-heading: ΠΡΟΣΚΛΗΣΙΣ [761, 873, 873, 891]
exchange-rate-row [18, 195, 323, 208]
gift-sub: ΠΡΩΤΟΧΡΟΝΙΑΤΙΚΟΝ [547, 1522, 682, 1538]
jurors-list-2: Τακτικοί. — Ἰ. Στέλλιος, Στυλ. Ἀσπροδίτης, Ν. Χαριστός, Γ. Μιχαηλίδης, Γ. Φιλίππου, Μ. Ἀρζόγλου, Θ. Ἀντωνίου, Γ. Ζαχαρίου. Ἀναπληρωματικοί. — Ἀ. Σκάφτης, Ἰ. Καρφός, Β. Παπᾶς, Π. Παπαγεωργίου, Ἀλ. Βακάλης. [928, 897, 1119, 1005]
